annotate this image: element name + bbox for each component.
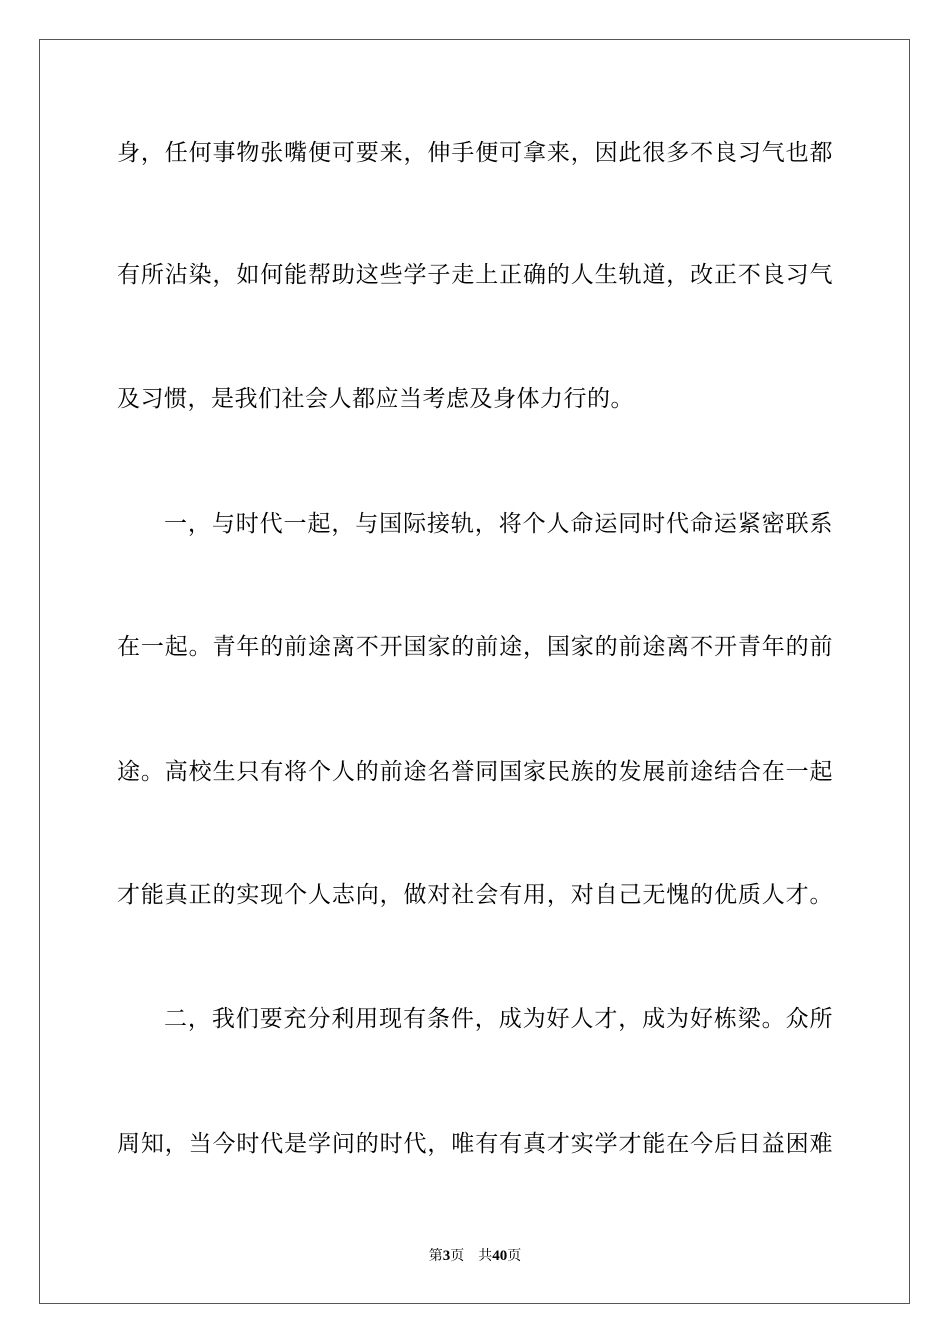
total-pages: 40 bbox=[492, 1248, 508, 1264]
body-line-9: 周知，当今时代是学问的时代，唯有有真才实学才能在今后日益困难 bbox=[117, 1131, 833, 1157]
page-border bbox=[39, 39, 910, 1304]
page-footer bbox=[0, 1246, 950, 1266]
body-line-5: 在一起。青年的前途离不开国家的前途，国家的前途离不开青年的前 bbox=[117, 634, 833, 660]
total-prefix: 共 bbox=[478, 1248, 493, 1264]
page-number: 3 bbox=[442, 1248, 451, 1264]
page-prefix: 第 bbox=[428, 1248, 443, 1264]
body-line-8-paragraph-start: 二，我们要充分利用现有条件，成为好人才，成为好栋梁。众所 bbox=[164, 1006, 833, 1032]
total-suffix: 页 bbox=[507, 1248, 522, 1264]
body-line-7: 才能真正的实现个人志向，做对社会有用，对自己无愧的优质人才。 bbox=[117, 882, 833, 908]
body-line-3: 及习惯，是我们社会人都应当考虑及身体力行的。 bbox=[117, 386, 634, 412]
body-line-4-paragraph-start: 一，与时代一起，与国际接轨，将个人命运同时代命运紧密联系 bbox=[164, 511, 833, 537]
page-suffix: 页 bbox=[450, 1248, 465, 1264]
body-line-2: 有所沾染，如何能帮助这些学子走上正确的人生轨道，改正不良习气 bbox=[117, 262, 833, 288]
body-line-1: 身，任何事物张嘴便可要来，伸手便可拿来，因此很多不良习气也都 bbox=[117, 140, 833, 166]
body-line-6: 途。高校生只有将个人的前途名誉同国家民族的发展前途结合在一起 bbox=[117, 759, 833, 785]
